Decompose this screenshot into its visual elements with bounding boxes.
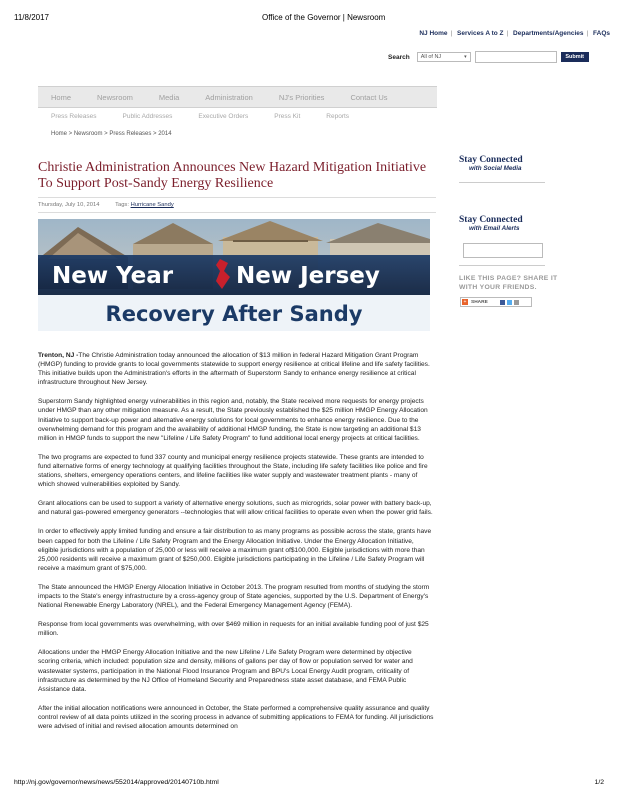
article-title: Christie Administration Announces New Hazard Mitigation Initiative To Support Post-Sandy Energy Resilience [38, 160, 427, 191]
share-button[interactable] [460, 297, 532, 307]
chevron-down-icon: ▾ [464, 54, 467, 60]
tag-link[interactable]: Hurricane Sandy [130, 202, 174, 208]
top-link-nj-home[interactable]: NJ Home [419, 30, 448, 37]
banner-text-new-year: New Year [52, 263, 174, 289]
banner-text-new-jersey: New Jersey [236, 263, 380, 289]
search-bar [388, 51, 589, 63]
sidebar-divider [459, 182, 545, 183]
banner-photo-collage [38, 219, 430, 331]
facebook-icon [500, 300, 505, 305]
paragraph-4: Grant allocations can be used to support a variety of alternative energy solutions, such as microgrids, solar power with battery back-up, and natural gas-powered emergency generators --technologies that will allow critical facilities to operate even when the power grid fails. [38, 500, 433, 517]
top-link-faqs[interactable]: FAQs [593, 30, 610, 37]
nav-home[interactable]: Home [51, 92, 72, 102]
article-date: Thursday, July 10, 2014 [38, 202, 100, 208]
email-share-icon [514, 300, 519, 305]
nav-newsroom[interactable]: Newsroom [97, 92, 133, 102]
print-page-number: 1/2 [594, 779, 604, 786]
paragraph-5: In order to effectively apply limited funding and ensure a fair distribution to as many programs as possible across the state, grants have been capped for both the Lifeline / Life Safety Program and the Energy Allocation Initiative. Under the Energy Allocation Initiative, eligible jurisdictions with a population of 25,000 or less will receive a maximum grant of$100,000. Eligible jurisdictions with more than 25,000 residents will receive a maximum grant of $250,000. Eligible jurisdictions participating in the Lifeline / Life Safety Program will receive a maximum grant of $75,000. [38, 528, 432, 572]
print-url: http://nj.gov/governor/news/news/552014/approved/20140710b.html [14, 779, 219, 786]
paragraph-2: Superstorm Sandy highlighted energy vulnerabilities in this region and, notably, the State received more requests for energy projects under HMGP than any other mitigation measure. As a result, the State previously established the $25 million HMGP Energy Allocation Initiative to support back-up power and alternative energy solutions for local governments to enhance energy resilience. Due to the overwhelming demand for this program and the availability of additional HMGP funding, the State is now targeting an additional $13 million in HMGP funds to support the new "Lifeline / Life Safety Program" to fund additional local energy projects at critical facilities. [38, 398, 428, 442]
recovery-banner-image [38, 219, 430, 331]
nav-contact[interactable]: Contact Us [350, 92, 388, 102]
subnav-press-releases[interactable]: Press Releases [51, 113, 97, 120]
tags-label: Tags: [115, 202, 129, 208]
print-page-title: Office of the Governor | Newsroom [262, 13, 386, 22]
top-link-services[interactable]: Services A to Z [457, 30, 504, 37]
paragraph-8: Allocations under the HMGP Energy Allocation Initiative and the new Lifeline / Life Safety Program were determined by objective scoring criteria, which included: population size and density, millions of gallons per day of flow or population served for water and wastewater systems, participation in the National Flood Insurance Program and BPU's Local Energy Audit program, criticality of infrastructure as determined by the NJ Office of Homeland Security and Preparedness state asset database, and FEMA Public Assistance data. [38, 649, 413, 693]
nav-priorities[interactable]: NJ's Priorities [278, 92, 325, 102]
meta-divider [38, 212, 436, 213]
paragraph-3: The two programs are expected to fund 337 county and municipal energy resilience projects statewide. These grants are intended to fund alternative forms of energy technology at qualifying facilities throughout the State, including life safety facilities like police and fire stations, shelters, emergency operations centers, and lifeline facilities like water supply and wastewater treatment plants - many of which showed vulnerabilities exploited by Sandy. [38, 453, 428, 489]
paragraph-1: Trenton, NJ -The Christie Administration today announced the allocation of $13 million in federal Hazard Mitigation Grant Program (HMGP) funding to provide grants to local governments statewide to support energy resilience at critical lifeline and life safety facilities. This initiative builds upon the Administration's efforts in the aftermath of Superstorm Sandy to enhance energy resilience at critical infrastructure throughout New Jersey. [38, 352, 430, 387]
sidebar-divider-2 [459, 265, 545, 266]
share-plus-icon: + [463, 299, 467, 305]
breadcrumb[interactable]: Home > Newsroom > Press Releases > 2014 [51, 131, 172, 137]
main-nav [38, 86, 437, 108]
search-label: Search [388, 53, 410, 61]
social-subtitle[interactable]: with Social Media [469, 165, 522, 172]
search-submit-button[interactable]: Submit [561, 52, 589, 62]
article-body [38, 351, 434, 741]
share-label: SHARE [471, 299, 488, 305]
twitter-icon [507, 300, 512, 305]
banner-text-recovery: Recovery After Sandy [105, 302, 363, 326]
nav-media[interactable]: Media [158, 92, 180, 102]
search-scope-value: All of NJ [420, 54, 442, 60]
search-scope-select[interactable] [417, 52, 471, 62]
title-divider [38, 197, 436, 198]
share-prompt: LIKE THIS PAGE? SHARE IT WITH YOUR FRIENDS. [459, 275, 558, 291]
email-subtitle[interactable]: with Email Alerts [469, 225, 520, 232]
lead-location: Trenton, NJ - [38, 352, 79, 359]
sub-nav [51, 113, 375, 120]
paragraph-7: Response from local governments was overwhelming, with over $469 million in requests for an initial available funding pool of just $25 million. [38, 621, 429, 638]
subnav-executive-orders[interactable]: Executive Orders [198, 113, 249, 120]
top-links: NJ Home | Services A to Z | Departments/Agencies | FAQs [419, 30, 610, 37]
subnav-press-kit[interactable]: Press Kit [274, 113, 301, 120]
subnav-public-addresses[interactable]: Public Addresses [122, 113, 173, 120]
stay-connected-email [459, 215, 523, 232]
paragraph-6: The State announced the HMGP Energy Allocation Initiative in October 2013. The program resulted from months of studying the storm impacts to the State's energy infrastructure by a cross-agency group of State agencies, supported by the U.S. Department of Energy's National Renewable Energy Laboratory (NREL), and the Federal Emergency Management Agency (FEMA). [38, 583, 430, 610]
nav-administration[interactable]: Administration [205, 92, 253, 102]
article-meta [38, 202, 174, 208]
paragraph-9: After the initial allocation notifications were announced in October, the State performed a comprehensive quality assurance and quality control review of all data points utilized in the scoring process in advance of submitting applications to FEMA for funding. All jurisdictions were advised of initial and revised allocation amounts determined on [38, 704, 434, 730]
stay-connected-social [459, 155, 523, 172]
social-title: Stay Connected [459, 155, 523, 165]
search-input[interactable] [475, 51, 557, 63]
top-link-departments[interactable]: Departments/Agencies [513, 30, 584, 37]
email-signup-input[interactable] [463, 243, 543, 258]
subnav-reports[interactable]: Reports [326, 113, 350, 120]
email-title: Stay Connected [459, 215, 523, 225]
print-date: 11/8/2017 [14, 13, 49, 22]
